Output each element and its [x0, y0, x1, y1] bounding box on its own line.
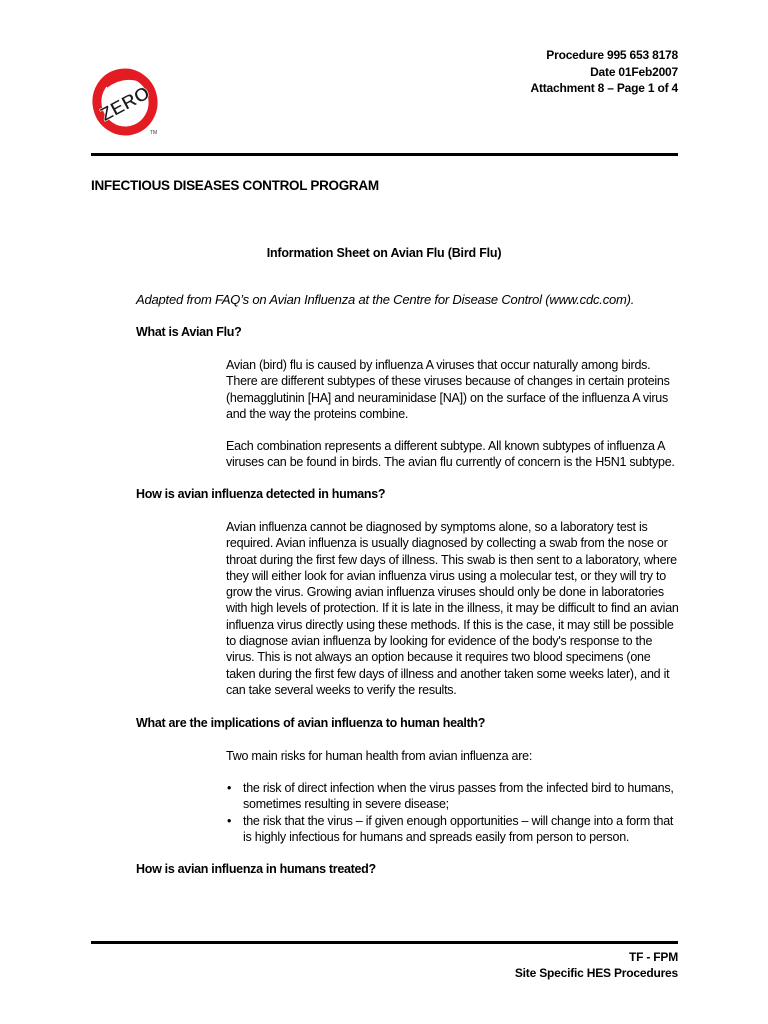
sheet-title: Information Sheet on Avian Flu (Bird Flu) [266, 246, 502, 260]
paragraph: Avian (bird) flu is caused by influenza A viruses that occur naturally among birds. There are different subtypes of these viruses because of changes in certain proteins (hemagglutinin [HA] and neuraminidase [NA]) on the surface of the influenza A virus and the way the proteins combine. [226, 358, 670, 421]
zero-logo [92, 66, 164, 138]
section-body-implications [226, 748, 681, 764]
footer-department: TF - FPM [628, 950, 678, 964]
zero-logo-mark [92, 66, 164, 138]
document-header-info [530, 47, 678, 97]
list-item: • the risk that the virus – if given enough opportunities – will change into a form that is highly infectious for humans and spreads easily from person to person. [226, 813, 681, 846]
section-heading-treatment: How is avian influenza in humans treated? [136, 862, 376, 876]
paragraph: Two main risks for human health from avian influenza are: [226, 749, 533, 763]
risk-list [226, 780, 681, 845]
logo-wordmark: ZERO [97, 82, 154, 127]
procedure-number: Procedure 995 653 8178 [546, 48, 678, 62]
logo-trademark: TM [150, 130, 158, 136]
paragraph: Avian influenza cannot be diagnosed by symptoms alone, so a laboratory test is required. Avian influenza is usually diagnosed by collecting a swab from the nose or throat during the first few days of illness. This swab is then sent to a laboratory, where they will either look for avian influenza virus using a molecular test, or they will try to grow the virus. Growing avian influenza viruses should only be done in laboratories with high levels of protection. If it is late in the illness, it may be difficult to find an avian influenza virus directly using these methods. If this is the case, it may still be possible to diagnose avian influenza by looking for evidence of the body's response to the virus. This is not always an option because it requires two blood specimens (one taken during the first few days of illness and another taken some weeks later), and it can take several weeks to verify the results. [226, 520, 679, 697]
list-item: • the risk of direct infection when the virus passes from the infected bird to humans, sometimes resulting in severe disease; [226, 780, 681, 813]
section-body-what-is-avian-flu [226, 357, 681, 471]
attachment-page: Attachment 8 – Page 1 of 4 [530, 81, 678, 95]
section-heading-detection: How is avian influenza detected in humans? [136, 487, 386, 501]
footer-document-name: Site Specific HES Procedures [514, 966, 678, 980]
source-note: Adapted from FAQ’s on Avian Influenza at the Centre for Disease Control (www.cdc.com). [136, 292, 635, 307]
section-body-detection [226, 519, 681, 698]
section-heading-what-is-avian-flu: What is Avian Flu? [136, 325, 242, 339]
header-rule [91, 153, 678, 156]
program-title: INFECTIOUS DISEASES CONTROL PROGRAM [91, 178, 379, 193]
paragraph: Each combination represents a different subtype. All known subtypes of influenza A viruses can be found in birds. The avian flu currently of concern is the H5N1 subtype. [226, 439, 675, 470]
section-heading-implications: What are the implications of avian influenza to human health? [136, 716, 486, 730]
footer-rule [91, 941, 678, 944]
document-footer [515, 949, 678, 981]
document-date: Date 01Feb2007 [590, 64, 678, 79]
